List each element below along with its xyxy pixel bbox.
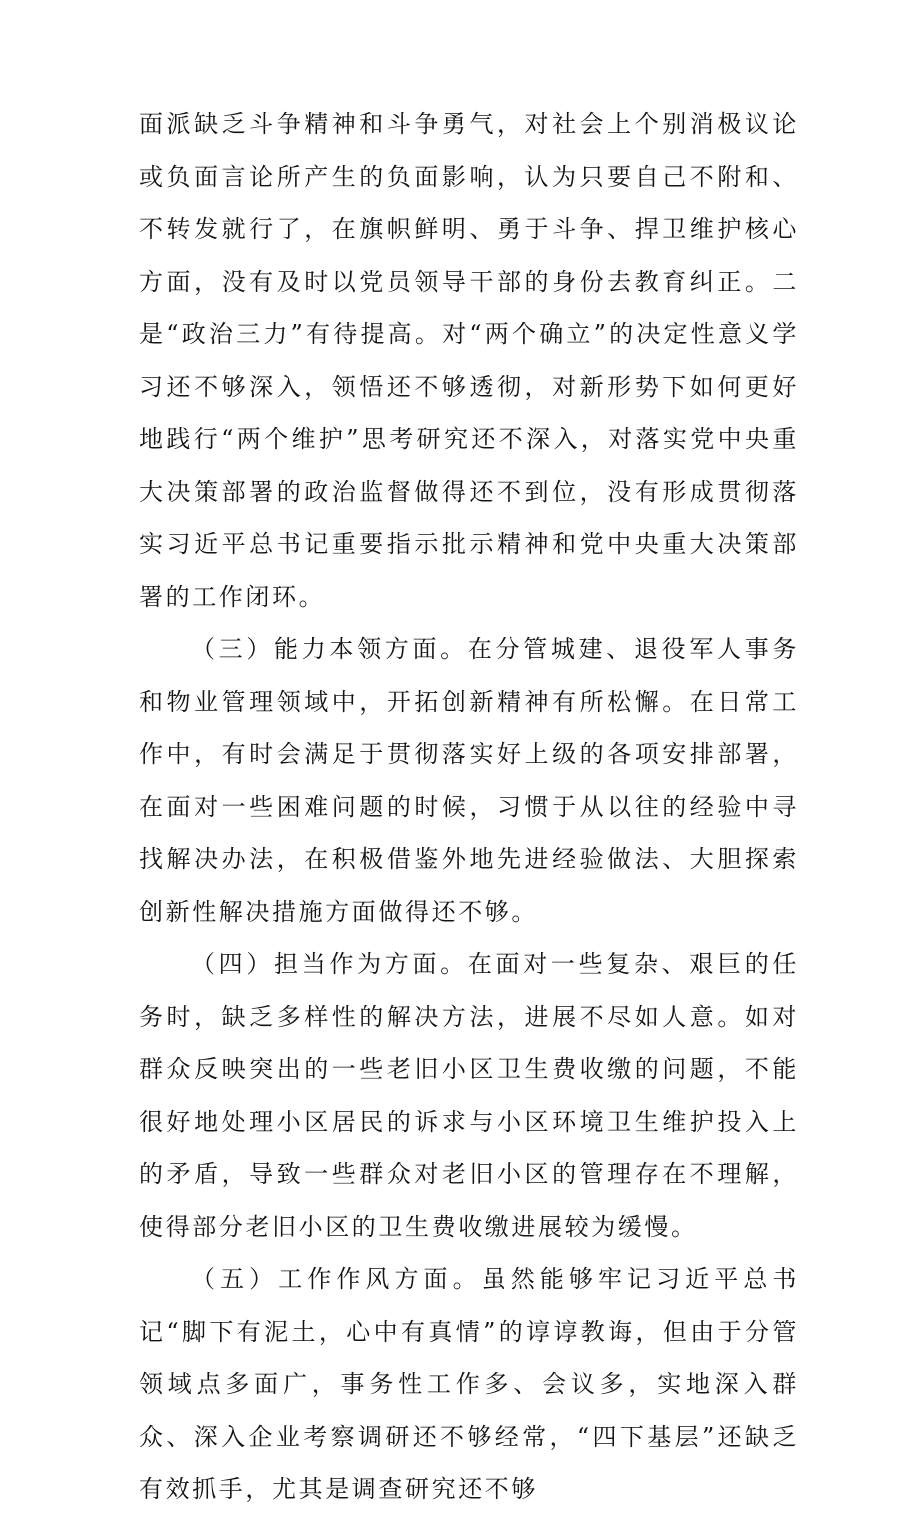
paragraph-ability: （三）能力本领方面。在分管城建、退役军人事务和物业管理领域中，开拓创新精神有所松懈。在日常工作中，有时会满足于贯彻落实好上级的各项安排部署，在面对一些困难问题的时候，习惯于从以往的经验中寻找解决办法，在积极借鉴外地先进经验做法、大胆探索创新性解决措施方面做得还不够。 bbox=[139, 635, 799, 926]
document-body bbox=[139, 98, 799, 1516]
paragraph-work-style: （五）工作作风方面。虽然能够牢记习近平总书记“脚下有泥土，心中有真情”的谆谆教诲，但由于分管领域点多面广，事务性工作多、会议多，实地深入群众、深入企业考察调研还不够经常，“四下基层”还缺乏有效抓手，尤其是调查研究还不够 bbox=[139, 1265, 799, 1503]
paragraph-political-continuation: 面派缺乏斗争精神和斗争勇气，对社会上个别消极议论或负面言论所产生的负面影响，认为只要自己不附和、不转发就行了，在旗帜鲜明、勇于斗争、捍卫维护核心方面，没有及时以党员领导干部的身份去教育纠正。二是“政治三力”有待提高。对“两个确立”的决定性意义学习还不够深入，领悟还不够透彻，对新形势下如何更好地践行“两个维护”思考研究还不深入，对落实党中央重大决策部署的政治监督做得还不到位，没有形成贯彻落实习近平总书记重要指示批示精神和党中央重大决策部署的工作闭环。 bbox=[139, 110, 799, 611]
paragraph-responsibility: （四）担当作为方面。在面对一些复杂、艰巨的任务时，缺乏多样性的解决方法，进展不尽如人意。如对群众反映突出的一些老旧小区卫生费收缴的问题，不能很好地处理小区居民的诉求与小区环境卫生维护投入上的矛盾，导致一些群众对老旧小区的管理存在不理解，使得部分老旧小区的卫生费收缴进展较为缓慢。 bbox=[139, 950, 799, 1241]
